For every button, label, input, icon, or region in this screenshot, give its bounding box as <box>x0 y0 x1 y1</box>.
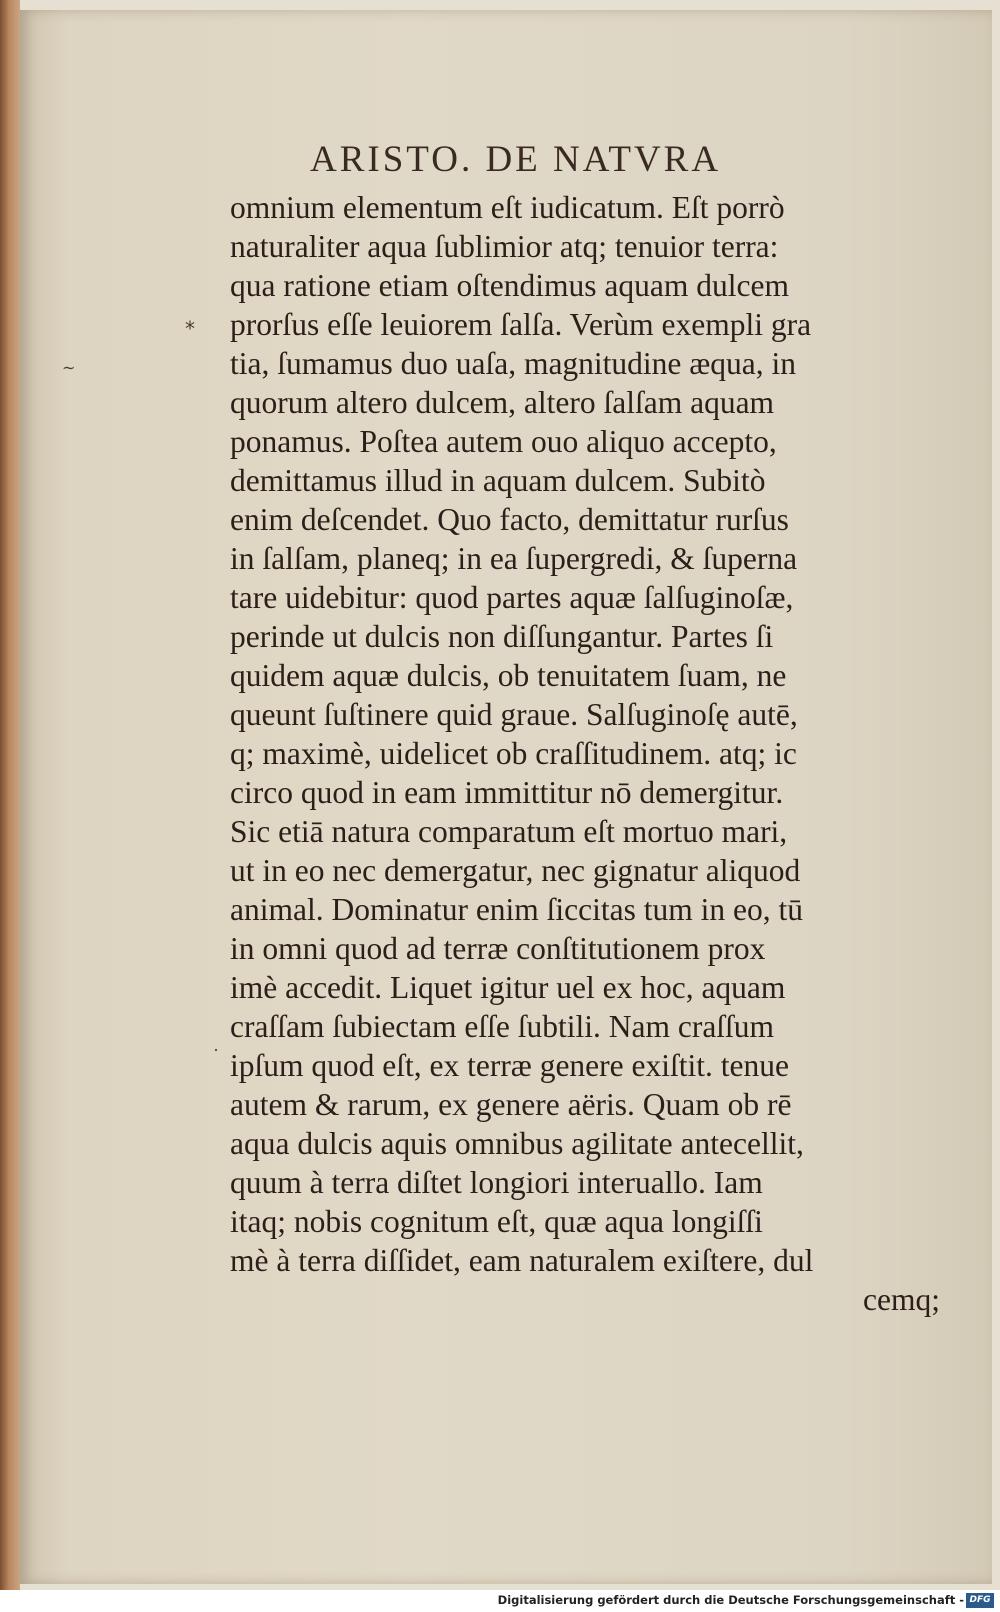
text-line: in omni quod ad terræ conſtitutionem prox <box>230 931 766 966</box>
text-line: circo quod in eam immittitur nō demergitur. <box>230 775 784 810</box>
body-text <box>230 188 950 1319</box>
text-line: queunt ſuſtinere quid graue. Salſuginoſę autē, <box>230 697 798 732</box>
text-line: qua ratione etiam oſtendimus aquam dulcem <box>230 268 789 303</box>
footer-bar <box>0 1590 1000 1612</box>
running-head: ARISTO. DE NATVRA <box>310 139 722 180</box>
text-line: autem & rarum, ex genere aëris. Quam ob rē <box>230 1087 792 1122</box>
margin-mark: · <box>213 1040 219 1060</box>
text-line: perinde ut dulcis non diſſungantur. Partes ſi <box>230 619 774 654</box>
text-line: quorum altero dulcem, altero ſalſam aquam <box>230 385 775 420</box>
margin-mark: ⁎ <box>185 312 195 334</box>
text-line: ipſum quod eſt, ex terræ genere exiſtit. tenue <box>230 1048 789 1083</box>
catchword: cemq; <box>863 1282 940 1317</box>
text-line: imè accedit. Liquet igitur uel ex hoc, aquam <box>230 970 786 1005</box>
dfg-logo: DFG <box>966 1593 994 1608</box>
text-line: enim deſcendet. Quo facto, demittatur rurſus <box>230 502 789 537</box>
text-line: Sic etiā natura comparatum eſt mortuo mari, <box>230 814 788 849</box>
text-line: ut in eo nec demergatur, nec gignatur aliquod <box>230 853 801 888</box>
book-page <box>20 10 992 1584</box>
text-line: omnium elementum eſt iudicatum. Eſt porrò <box>230 190 785 225</box>
text-line: craſſam ſubiectam eſſe ſubtili. Nam craſſum <box>230 1009 775 1044</box>
text-line: quidem aquæ dulcis, ob tenuitatem ſuam, ne <box>230 658 787 693</box>
text-line: q; maximè, uidelicet ob craſſitudinem. atq; ic <box>230 736 797 771</box>
text-line: tare uidebitur: quod partes aquæ ſalſuginoſæ, <box>230 580 794 615</box>
funding-notice: Digitalisierung gefördert durch die Deutsche Forschungsgemeinschaft - <box>497 1593 964 1607</box>
text-line: quum à terra diſtet longiori interuallo. Iam <box>230 1165 763 1200</box>
book-spine-edge <box>0 0 20 1590</box>
text-line: mè à terra diſſidet, eam naturalem exiſtere, dul <box>230 1243 814 1278</box>
text-line: naturaliter aqua ſublimior atq; tenuior terra: <box>230 229 779 264</box>
text-line: in ſalſam, planeq; in ea ſupergredi, & ſuperna <box>230 541 798 576</box>
text-line: tia, ſumamus duo uaſa, magnitudine æqua, in <box>230 346 797 381</box>
text-line: demittamus illud in aquam dulcem. Subitò <box>230 463 766 498</box>
margin-mark: ∼ <box>62 360 76 377</box>
text-line: prorſus eſſe leuiorem ſalſa. Verùm exempli gra <box>230 307 812 342</box>
text-line: animal. Dominatur enim ſiccitas tum in eo, tū <box>230 892 803 927</box>
text-line: aqua dulcis aquis omnibus agilitate antecellit, <box>230 1126 804 1161</box>
text-line: ponamus. Poſtea autem ouo aliquo accepto, <box>230 424 777 459</box>
text-line: itaq; nobis cognitum eſt, quæ aqua longiſſi <box>230 1204 763 1239</box>
